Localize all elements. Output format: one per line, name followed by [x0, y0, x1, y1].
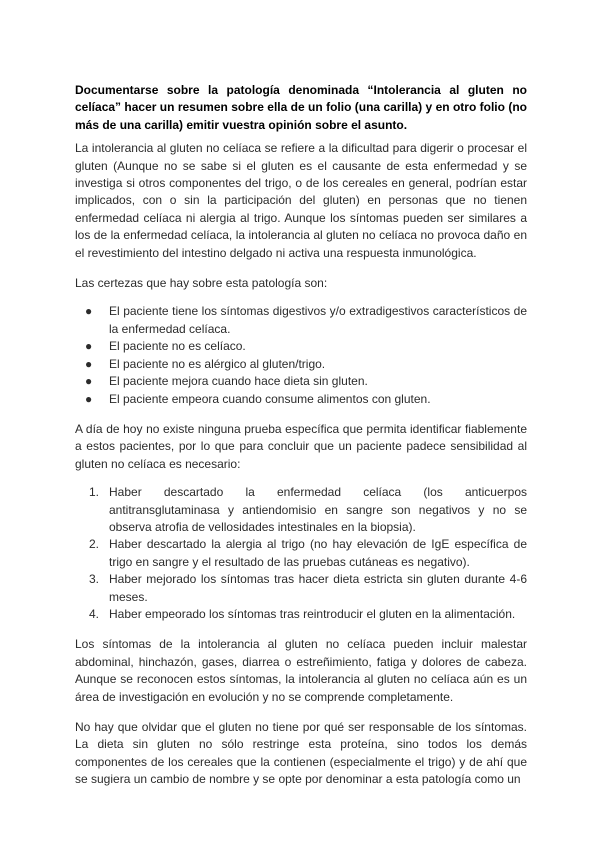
requirements-list	[75, 484, 527, 623]
list-number: 4.	[89, 606, 100, 621]
list-item: 4. Haber empeorado los síntomas tras reintroducir el gluten en la alimentación.	[75, 606, 527, 623]
list-number: 1.	[89, 485, 100, 500]
assignment-heading: Documentarse sobre la patología denominada “Intolerancia al gluten no celíaca” hacer un resumen sobre ella de un folio (una carilla) y en otro folio (no más de una carilla) emitir vuestra opinión sobre el asunto.	[75, 83, 527, 132]
list-item: 2. Haber descartado la alergia al trigo (no hay elevación de IgE específica de trigo en sangre y el resultado de las pruebas cutáneas es negativo).	[89, 537, 527, 569]
list-item: ● El paciente mejora cuando hace dieta sin gluten.	[75, 373, 527, 390]
definition-paragraph: La intolerancia al gluten no celíaca se refiere a la dificultad para digerir o procesar el gluten (Aunque no se sabe si el gluten es el causante de esta enfermedad y se investiga si otros componentes del trigo, o de los cereales en general, podrían estar implicados, con o sin la participación del gluten) en personas que no tienen enfermedad celíaca ni alergia al trigo. Aunque los síntomas pueden ser similares a los de la enfermedad celíaca, la intolerancia al gluten no celíaca no provoca daño en el revestimiento del intestino delgado ni activa una respuesta inmunológica.	[75, 141, 527, 260]
bullet-icon: ●	[85, 391, 93, 406]
list-item: ● El paciente no es alérgico al gluten/trigo.	[75, 356, 527, 373]
bullet-icon: ●	[85, 356, 93, 371]
list-item: ● El paciente empeora cuando consume alimentos con gluten.	[75, 391, 527, 408]
gluten-paragraph: No hay que olvidar que el gluten no tiene por qué ser responsable de los síntomas. La dieta sin gluten no sólo restringe esta proteína, sino todos los demás componentes de los cereales que la contienen (especialmente el trigo) y de ahí que se sugiera un cambio de nombre y se opte por denominar a esta patología como un	[75, 720, 527, 787]
bullet-icon: ●	[85, 374, 93, 389]
list-item: ● El paciente no es celíaco.	[75, 338, 527, 355]
list-item: 3. Haber mejorado los síntomas tras hacer dieta estricta sin gluten durante 4-6 meses.	[89, 572, 527, 604]
list-item: 1. Haber descartado la enfermedad celíaca (los anticuerpos antitransglutaminasa y antiendomisio en sangre son negativos y no se observa atrofia de vellosidades intestinales en la biopsia).	[89, 485, 527, 534]
symptoms-paragraph: Los síntomas de la intolerancia al gluten no celíaca pueden incluir malestar abdominal, hinchazón, gases, diarrea o estreñimiento, fatiga y dolores de cabeza. Aunque se reconocen estos síntomas, la intolerancia al gluten no celíaca aún es un área de investigación en evolución y no se comprende completamente.	[75, 637, 527, 704]
certainties-intro: Las certezas que hay sobre esta patología son:	[75, 276, 328, 291]
diagnosis-intro: A día de hoy no existe ninguna prueba específica que permita identificar fiablemente a estos pacientes, por lo que para concluir que un paciente padece sensibilidad al gluten no celíaca es necesario:	[75, 421, 527, 471]
list-number: 2.	[89, 537, 100, 552]
list-number: 3.	[89, 572, 100, 587]
bullet-icon: ●	[85, 339, 93, 354]
document-body	[75, 82, 527, 789]
list-item: ● El paciente tiene los síntomas digestivos y/o extradigestivos característicos de la enfermedad celíaca.	[85, 304, 527, 336]
certainties-list	[75, 303, 527, 407]
bullet-icon: ●	[85, 304, 93, 319]
